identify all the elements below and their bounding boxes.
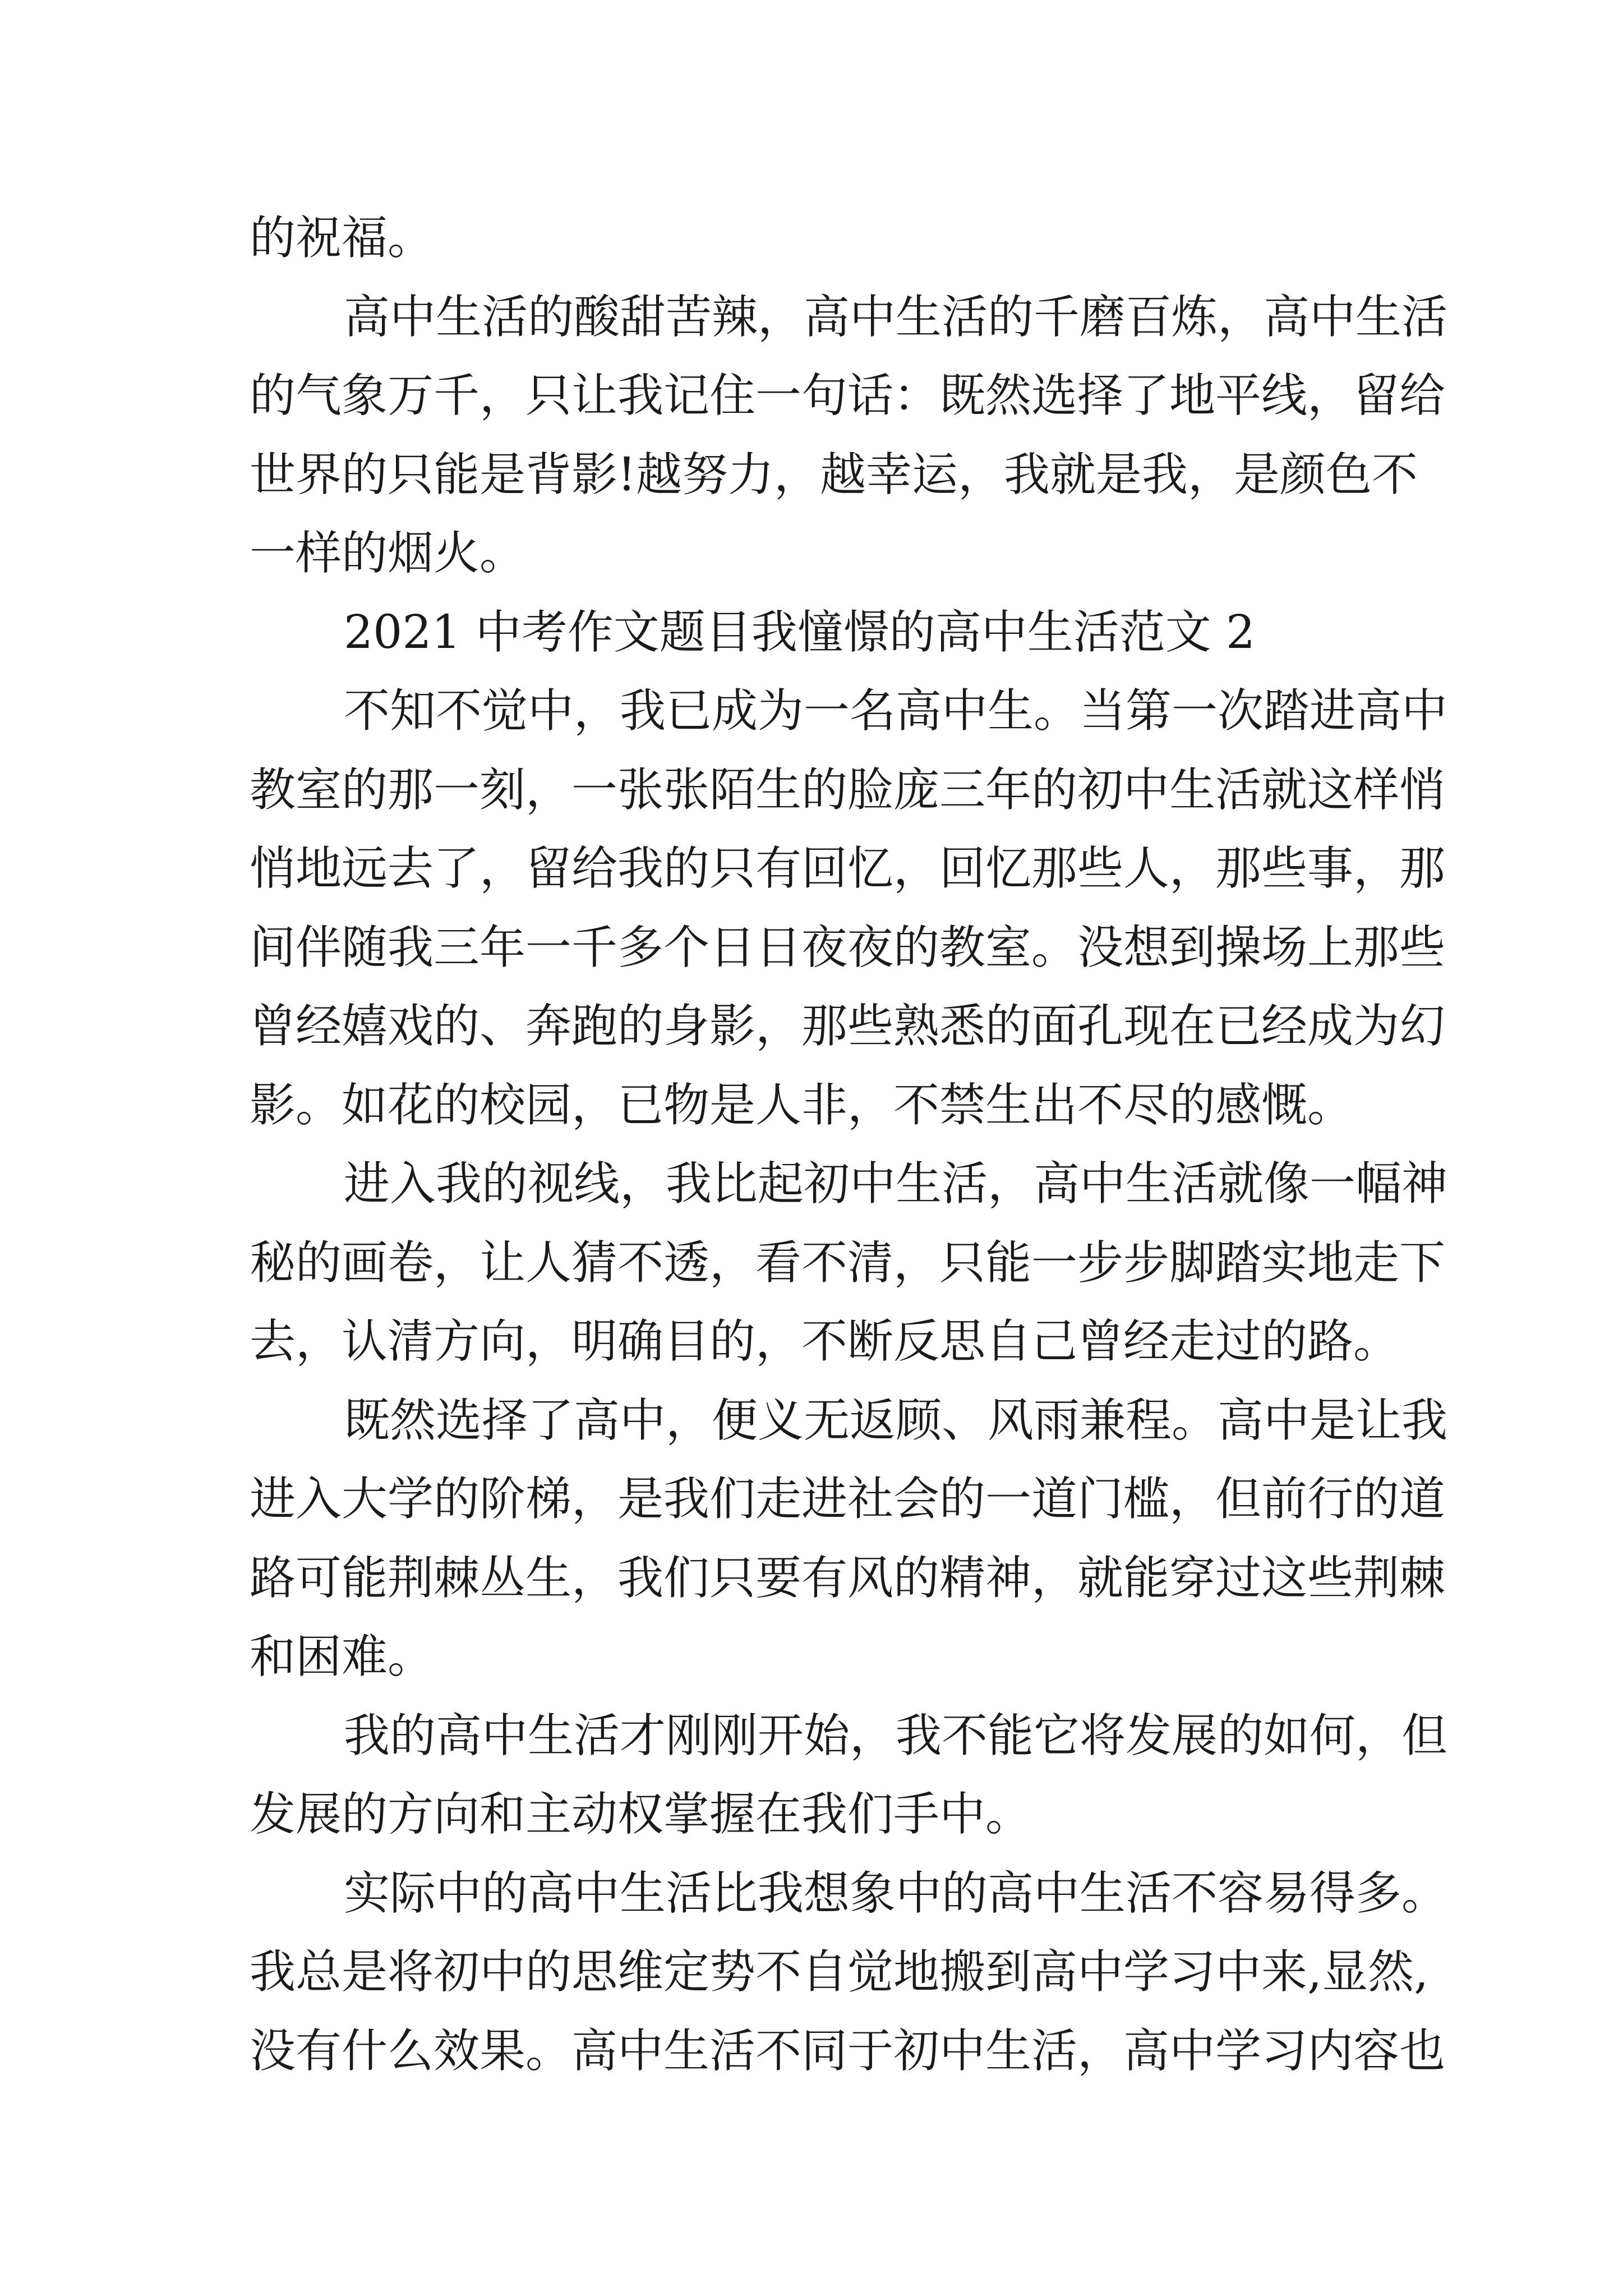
text-line: 的气象万千，只让我记住一句话：既然选择了地平线，留给 [250,369,1446,422]
text-line: 没有什么效果。高中生活不同于初中生活，高中学习内容也 [250,2024,1446,2078]
text-line: 既然选择了高中，便义无返顾、风雨兼程。高中是让我 [344,1393,1448,1447]
text-line: 高中生活的酸甜苦辣，高中生活的千磨百炼，高中生活 [344,290,1448,344]
section-heading: 2021 中考作文题目我憧憬的高中生活范文 2 [344,605,1255,659]
text-line: 去，认清方向，明确目的，不断反思自己曾经走过的路。 [250,1315,1400,1368]
text-line: 影。如花的校园，已物是人非，不禁生出不尽的感慨。 [250,1078,1354,1132]
text-line: 悄地远去了，留给我的只有回忆，回忆那些人，那些事，那 [250,842,1446,895]
text-line: 我的高中生活才刚刚开始，我不能它将发展的如何，但 [344,1709,1448,1763]
text-line: 实际中的高中生活比我想象中的高中生活不容易得多。 [344,1866,1448,1920]
text-line: 进入我的视线，我比起初中生活，高中生活就像一幅神 [344,1157,1448,1211]
text-line: 和困难。 [250,1630,434,1683]
text-line: 进入大学的阶梯，是我们走进社会的一道门槛，但前行的道 [250,1473,1446,1526]
text-line: 秘的画卷，让人猜不透，看不清，只能一步步脚踏实地走下 [250,1236,1446,1290]
text-line: 曾经嬉戏的、奔跑的身影，那些熟悉的面孔现在已经成为幻 [250,1000,1446,1053]
text-line: 一样的烟火。 [250,527,526,580]
text-line: 发展的方向和主动权掌握在我们手中。 [250,1788,1032,1841]
text-line: 教室的那一刻，一张张陌生的脸庞三年的初中生活就这样悄 [250,763,1446,817]
text-line: 路可能荆棘丛生，我们只要有风的精神，就能穿过这些荆棘 [250,1551,1446,1605]
document-body [250,199,1448,2091]
text-line: 的祝福。 [250,211,434,265]
text-line: 不知不觉中，我已成为一名高中生。当第一次踏进高中 [344,684,1448,738]
text-line: 我总是将初中的思维定势不自觉地搬到高中学习中来,显然, [250,1945,1429,1999]
text-line: 间伴随我三年一千多个日日夜夜的教室。没想到操场上那些 [250,921,1446,974]
text-line: 世界的只能是背影!越努力，越幸运，我就是我，是颜色不 [250,448,1418,501]
